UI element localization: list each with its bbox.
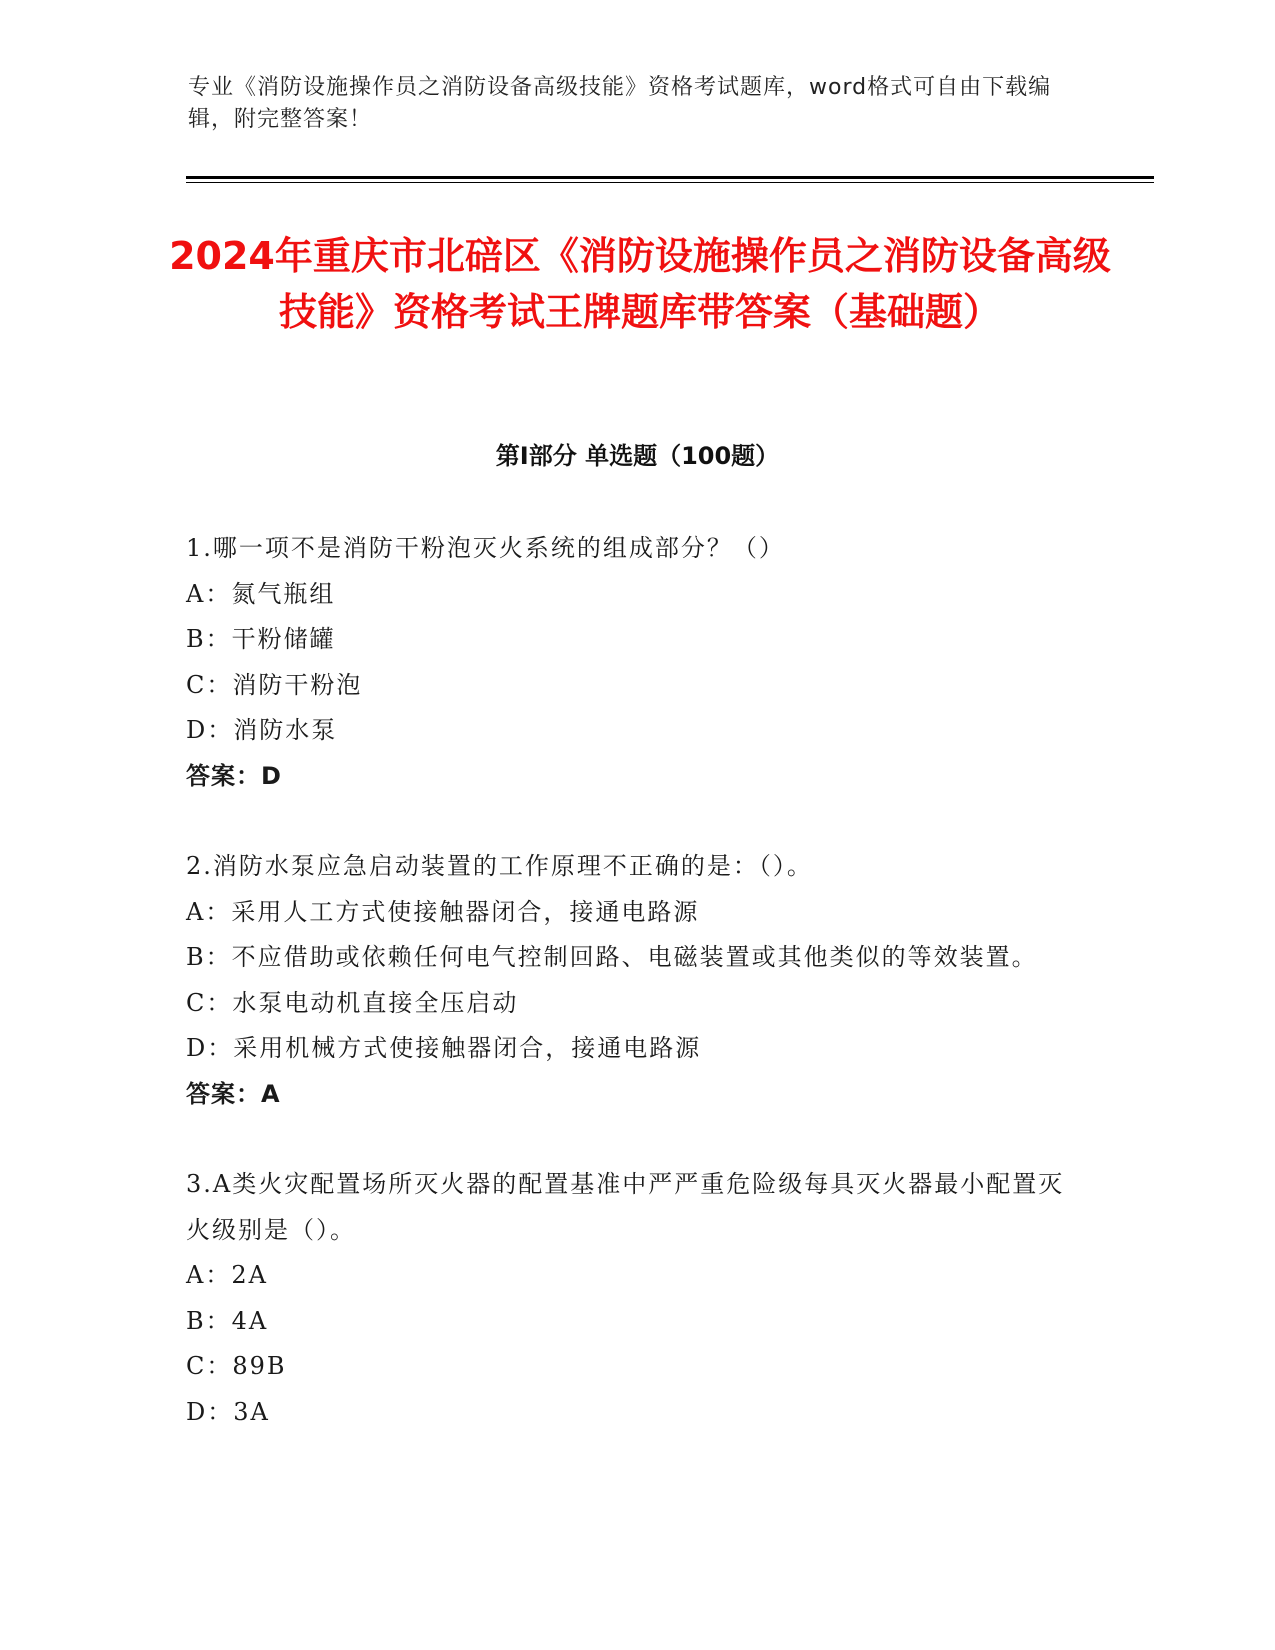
option-a: A：氮气瓶组	[186, 579, 336, 608]
question-list	[186, 526, 1086, 1435]
answer: 答案：D	[186, 761, 282, 790]
question-1	[186, 526, 1086, 799]
option-a: A：采用人工方式使接触器闭合，接通电路源	[186, 897, 700, 926]
option-a: A：2A	[186, 1261, 268, 1289]
option-b: B：4A	[186, 1306, 269, 1335]
option-c: C：89B	[186, 1352, 287, 1380]
header-rule-thick	[186, 176, 1154, 179]
question-2	[186, 844, 1086, 1117]
question-stem: 2.消防水泵应急启动装置的工作原理不正确的是：（）。	[186, 852, 813, 880]
option-b: B：干粉储罐	[186, 625, 336, 653]
option-d: D：采用机械方式使接触器闭合，接通电路源	[186, 1034, 702, 1062]
option-d: D：3A	[186, 1397, 270, 1426]
section-title: 第I部分 单选题（100题）	[495, 442, 780, 470]
option-b: B：不应借助或依赖任何电气控制回路、电磁装置或其他类似的等效装置。	[186, 943, 1038, 971]
document-title: 2024年重庆市北碚区《消防设施操作员之消防设备高级技能》资格考试王牌题库带答案（基础题）	[169, 234, 1111, 334]
header-rule-thin	[186, 182, 1154, 183]
question-3	[186, 1162, 1086, 1435]
question-stem: 3.A类火灾配置场所灭火器的配置基准中严严重危险级每具灭火器最小配置灭火级别是（）。	[186, 1170, 1065, 1244]
question-stem: 1.哪一项不是消防干粉泡灭火系统的组成部分？（）	[186, 534, 785, 562]
option-d: D：消防水泵	[186, 716, 338, 744]
option-c: C：水泵电动机直接全压启动	[186, 988, 519, 1017]
answer: 答案：A	[186, 1079, 281, 1108]
header-note: 专业《消防设施操作员之消防设备高级技能》资格考试题库，word格式可自由下载编辑，附完整答案！	[188, 75, 1052, 132]
option-c: C：消防干粉泡	[186, 670, 363, 699]
